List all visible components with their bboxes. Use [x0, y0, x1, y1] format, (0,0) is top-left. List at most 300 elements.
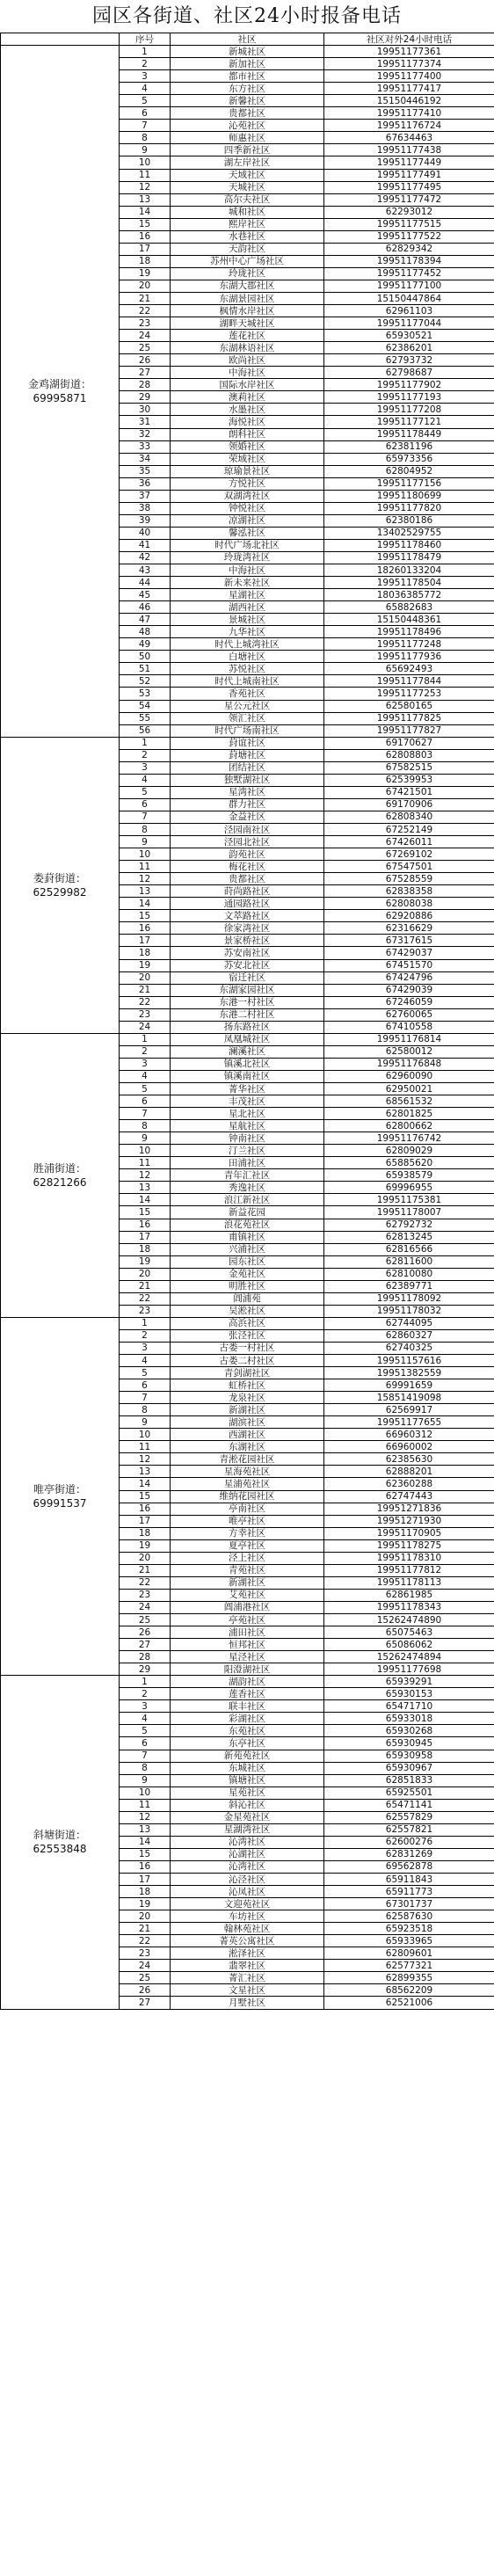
index-cell: 3 — [120, 761, 171, 774]
community-cell: 都市社区 — [171, 70, 324, 83]
community-cell: 荣域社区 — [171, 453, 324, 465]
community-cell: 时代广场北社区 — [171, 539, 324, 551]
community-cell: 中海社区 — [171, 564, 324, 577]
phone-cell: 62557821 — [324, 1823, 494, 1836]
index-cell: 6 — [120, 1737, 171, 1750]
phone-cell: 19951177449 — [324, 156, 494, 169]
phone-cell: 19951178496 — [324, 626, 494, 638]
index-cell: 26 — [120, 1626, 171, 1639]
community-cell: 新未来社区 — [171, 577, 324, 589]
community-cell: 古娄一村社区 — [171, 1342, 324, 1354]
phone-cell: 65930153 — [324, 1688, 494, 1700]
index-cell: 9 — [120, 1774, 171, 1786]
index-cell: 27 — [120, 1639, 171, 1651]
phone-cell: 67451570 — [324, 959, 494, 971]
community-cell: 新湖社区 — [171, 1576, 324, 1589]
phone-cell: 19951178310 — [324, 1552, 494, 1564]
phone-cell: 65086062 — [324, 1639, 494, 1651]
phone-cell: 67317615 — [324, 935, 494, 947]
index-cell: 21 — [120, 1564, 171, 1576]
index-cell: 20 — [120, 280, 171, 292]
index-cell: 15 — [120, 218, 171, 230]
community-cell: 香苑社区 — [171, 688, 324, 700]
community-cell: 湖畔天城社区 — [171, 317, 324, 330]
phone-cell: 62899355 — [324, 1972, 494, 1984]
phone-cell: 62816566 — [324, 1243, 494, 1255]
community-cell: 九华社区 — [171, 626, 324, 638]
phone-cell: 19951178449 — [324, 428, 494, 440]
index-cell: 8 — [120, 1404, 171, 1416]
community-cell: 星海苑社区 — [171, 1466, 324, 1478]
index-cell: 27 — [120, 367, 171, 379]
index-cell: 48 — [120, 626, 171, 638]
phone-cell: 62831269 — [324, 1848, 494, 1860]
index-cell: 11 — [120, 169, 171, 181]
phone-cell: 19951177208 — [324, 404, 494, 416]
phone-cell: 62557829 — [324, 1811, 494, 1823]
phone-cell: 19951177495 — [324, 181, 494, 193]
index-cell: 28 — [120, 1651, 171, 1663]
index-cell: 11 — [120, 1441, 171, 1453]
hotline-table — [0, 33, 494, 2010]
index-cell: 21 — [120, 1923, 171, 1935]
index-cell: 4 — [120, 1355, 171, 1367]
phone-cell: 62811600 — [324, 1255, 494, 1268]
phone-cell: 19951177472 — [324, 193, 494, 206]
index-cell: 12 — [120, 873, 171, 885]
community-cell: 高浜社区 — [171, 1317, 324, 1329]
header-row — [1, 33, 494, 46]
phone-cell: 62838358 — [324, 885, 494, 898]
community-cell: 方幸社区 — [171, 1527, 324, 1539]
community-cell: 星湖社区 — [171, 589, 324, 601]
index-cell: 15 — [120, 910, 171, 922]
community-cell: 田浦社区 — [171, 1157, 324, 1169]
street-cell — [1, 1317, 120, 1675]
community-cell: 景家桥社区 — [171, 935, 324, 947]
phone-cell: 62580165 — [324, 700, 494, 712]
phone-cell: 19951177044 — [324, 317, 494, 330]
community-cell: 宿迁社区 — [171, 971, 324, 984]
phone-cell: 69562878 — [324, 1860, 494, 1873]
phone-cell: 62793732 — [324, 354, 494, 367]
community-cell: 东方社区 — [171, 83, 324, 95]
index-cell: 11 — [120, 1799, 171, 1811]
index-cell: 5 — [120, 1367, 171, 1379]
community-cell: 东城社区 — [171, 1762, 324, 1774]
index-cell: 17 — [120, 243, 171, 255]
phone-cell: 69991659 — [324, 1379, 494, 1392]
index-cell: 23 — [120, 1947, 171, 1960]
community-cell: 高尔夫社区 — [171, 193, 324, 206]
index-cell: 6 — [120, 1379, 171, 1392]
community-cell: 玲珑湾社区 — [171, 551, 324, 564]
index-cell: 7 — [120, 1392, 171, 1404]
community-cell: 梅花社区 — [171, 861, 324, 873]
index-cell: 8 — [120, 1120, 171, 1132]
index-cell: 3 — [120, 1342, 171, 1354]
index-cell: 5 — [120, 1082, 171, 1095]
phone-cell: 67421501 — [324, 786, 494, 798]
index-cell: 4 — [120, 774, 171, 786]
community-cell: 文萃路社区 — [171, 910, 324, 922]
community-cell: 文迎苑社区 — [171, 1898, 324, 1910]
index-cell: 42 — [120, 551, 171, 564]
phone-cell: 65938579 — [324, 1169, 494, 1182]
phone-cell: 19951382559 — [324, 1367, 494, 1379]
index-cell: 23 — [120, 1305, 171, 1317]
index-cell: 17 — [120, 1873, 171, 1885]
index-cell: 22 — [120, 305, 171, 317]
index-cell: 10 — [120, 1429, 171, 1441]
index-cell: 3 — [120, 1700, 171, 1713]
phone-cell: 67582515 — [324, 761, 494, 774]
phone-cell: 19951176814 — [324, 1033, 494, 1045]
phone-cell: 62760065 — [324, 1008, 494, 1021]
index-cell: 7 — [120, 811, 171, 823]
index-cell: 15 — [120, 1206, 171, 1219]
phone-cell: 62381196 — [324, 440, 494, 453]
phone-cell: 67634463 — [324, 132, 494, 144]
phone-cell: 15150448361 — [324, 614, 494, 626]
community-cell: 淞泽社区 — [171, 1947, 324, 1960]
phone-cell: 67424796 — [324, 971, 494, 984]
index-cell: 19 — [120, 1898, 171, 1910]
phone-cell: 69170627 — [324, 737, 494, 749]
community-cell: 虹桥社区 — [171, 1379, 324, 1392]
phone-cell: 19951177452 — [324, 267, 494, 280]
index-cell: 51 — [120, 663, 171, 675]
community-cell: 苏州中心广场社区 — [171, 255, 324, 267]
phone-cell: 62580012 — [324, 1045, 494, 1058]
table-row — [1, 46, 494, 58]
index-cell: 44 — [120, 577, 171, 589]
index-cell: 3 — [120, 70, 171, 83]
phone-cell: 19951177812 — [324, 1564, 494, 1576]
community-cell: 星公元社区 — [171, 700, 324, 712]
community-cell: 星湾社区 — [171, 786, 324, 798]
index-cell: 8 — [120, 1762, 171, 1774]
index-cell: 9 — [120, 1132, 171, 1145]
community-cell: 菁英公寓社区 — [171, 1935, 324, 1947]
phone-cell: 62316629 — [324, 922, 494, 935]
phone-cell: 13402529755 — [324, 527, 494, 539]
index-cell: 13 — [120, 1823, 171, 1836]
community-cell: 菁汇社区 — [171, 1972, 324, 1984]
phone-cell: 67269102 — [324, 848, 494, 861]
index-column-header: 序号 — [120, 33, 171, 46]
table-row — [1, 1317, 494, 1329]
community-cell: 澳莉社区 — [171, 391, 324, 404]
phone-cell: 19951177902 — [324, 379, 494, 391]
phone-cell: 62800662 — [324, 1120, 494, 1132]
index-cell: 18 — [120, 1886, 171, 1898]
phone-cell: 62813245 — [324, 1231, 494, 1243]
phone-cell: 19951271836 — [324, 1503, 494, 1515]
index-cell: 8 — [120, 824, 171, 836]
index-cell: 24 — [120, 1960, 171, 1972]
index-cell: 19 — [120, 1539, 171, 1552]
index-cell: 1 — [120, 1676, 171, 1688]
phone-cell: 65930521 — [324, 330, 494, 342]
index-cell: 19 — [120, 267, 171, 280]
community-cell: 沁泾社区 — [171, 1873, 324, 1885]
community-cell: 师惠社区 — [171, 132, 324, 144]
phone-cell: 62380186 — [324, 514, 494, 527]
phone-cell: 69996955 — [324, 1182, 494, 1194]
community-cell: 凤凰城社区 — [171, 1033, 324, 1045]
community-cell: 领汇社区 — [171, 712, 324, 724]
index-cell: 55 — [120, 712, 171, 724]
community-cell: 欧尚社区 — [171, 354, 324, 367]
index-cell: 43 — [120, 564, 171, 577]
community-cell: 水巷社区 — [171, 230, 324, 243]
street-cell — [1, 737, 120, 1033]
community-cell: 天域社区 — [171, 169, 324, 181]
community-cell: 金星苑社区 — [171, 1811, 324, 1823]
community-cell: 新湖社区 — [171, 1404, 324, 1416]
community-cell: 星浦苑社区 — [171, 1478, 324, 1490]
community-cell: 景城社区 — [171, 614, 324, 626]
community-cell: 城和社区 — [171, 206, 324, 218]
phone-cell: 19951177844 — [324, 675, 494, 688]
street-phone: 62821266 — [33, 1175, 87, 1189]
index-cell: 11 — [120, 861, 171, 873]
index-cell: 11 — [120, 1157, 171, 1169]
community-cell: 熙岸社区 — [171, 218, 324, 230]
index-cell: 45 — [120, 589, 171, 601]
index-cell: 41 — [120, 539, 171, 551]
phone-cell: 15150446192 — [324, 95, 494, 107]
index-cell: 24 — [120, 330, 171, 342]
community-cell: 阊浦港社区 — [171, 1601, 324, 1613]
community-cell: 新益花园 — [171, 1206, 324, 1219]
index-cell: 8 — [120, 132, 171, 144]
index-cell: 6 — [120, 107, 171, 120]
street-name: 胜浦街道： — [33, 1161, 86, 1175]
index-cell: 18 — [120, 947, 171, 959]
phone-cell: 65930958 — [324, 1750, 494, 1762]
phone-cell: 19951178343 — [324, 1601, 494, 1613]
index-cell: 14 — [120, 1836, 171, 1848]
phone-cell: 65075463 — [324, 1626, 494, 1639]
phone-cell: 62804952 — [324, 465, 494, 477]
phone-cell: 19951157616 — [324, 1355, 494, 1367]
phone-cell: 68562209 — [324, 1984, 494, 1997]
community-cell: 澜溪社区 — [171, 1045, 324, 1058]
phone-cell: 15262474890 — [324, 1614, 494, 1626]
community-cell: 苏悦社区 — [171, 663, 324, 675]
index-cell: 2 — [120, 58, 171, 70]
index-cell: 5 — [120, 786, 171, 798]
phone-cell: 68561532 — [324, 1095, 494, 1108]
index-cell: 2 — [120, 749, 171, 761]
community-cell: 湖韵社区 — [171, 1676, 324, 1688]
community-cell: 彩湖社区 — [171, 1713, 324, 1725]
index-cell: 24 — [120, 1601, 171, 1613]
index-cell: 14 — [120, 206, 171, 218]
index-cell: 37 — [120, 490, 171, 502]
community-cell: 东湖景园社区 — [171, 292, 324, 304]
index-cell: 16 — [120, 1503, 171, 1515]
community-cell: 菁华社区 — [171, 1082, 324, 1095]
community-cell: 车坊社区 — [171, 1910, 324, 1923]
phone-cell: 62293012 — [324, 206, 494, 218]
phone-cell: 62808803 — [324, 749, 494, 761]
index-cell: 21 — [120, 984, 171, 996]
index-cell: 17 — [120, 935, 171, 947]
phone-cell: 62389771 — [324, 1280, 494, 1292]
community-cell: 龙泉社区 — [171, 1392, 324, 1404]
index-cell: 16 — [120, 922, 171, 935]
index-cell: 2 — [120, 1688, 171, 1700]
index-cell: 16 — [120, 1219, 171, 1231]
index-cell: 14 — [120, 898, 171, 910]
community-cell: 东港一村社区 — [171, 996, 324, 1008]
index-cell: 2 — [120, 1045, 171, 1058]
community-cell: 玲珑社区 — [171, 267, 324, 280]
community-cell: 徐家湾社区 — [171, 922, 324, 935]
community-cell: 海悦社区 — [171, 416, 324, 428]
index-cell: 22 — [120, 1292, 171, 1305]
community-cell: 镇溪南社区 — [171, 1070, 324, 1082]
phone-cell: 62385630 — [324, 1453, 494, 1466]
community-cell: 天城社区 — [171, 181, 324, 193]
index-cell: 33 — [120, 440, 171, 453]
street-column-header — [1, 33, 120, 46]
phone-cell: 19951177361 — [324, 46, 494, 58]
phone-cell: 65471141 — [324, 1799, 494, 1811]
index-cell: 25 — [120, 342, 171, 354]
phone-cell: 19951178479 — [324, 551, 494, 564]
phone-cell: 62808038 — [324, 898, 494, 910]
community-cell: 苏安南社区 — [171, 947, 324, 959]
community-cell: 新加社区 — [171, 58, 324, 70]
community-cell: 枫情水岸社区 — [171, 305, 324, 317]
community-cell: 贵都社区 — [171, 107, 324, 120]
phone-cell: 19951170905 — [324, 1527, 494, 1539]
phone-cell: 19951177825 — [324, 712, 494, 724]
community-cell: 扬东路社区 — [171, 1021, 324, 1033]
community-cell: 贵都社区 — [171, 873, 324, 885]
phone-cell: 62747443 — [324, 1490, 494, 1503]
community-cell: 中海社区 — [171, 367, 324, 379]
community-cell: 沁湾社区 — [171, 1860, 324, 1873]
index-cell: 4 — [120, 1713, 171, 1725]
index-cell: 13 — [120, 1466, 171, 1478]
community-cell: 湖滨社区 — [171, 1416, 324, 1429]
phone-cell: 19951178092 — [324, 1292, 494, 1305]
index-cell: 18 — [120, 255, 171, 267]
phone-cell: 19951177655 — [324, 1416, 494, 1429]
phone-cell: 62860327 — [324, 1329, 494, 1342]
community-cell: 莳尚路社区 — [171, 885, 324, 898]
index-cell: 49 — [120, 638, 171, 651]
community-cell: 领婚社区 — [171, 440, 324, 453]
community-cell: 沁凤社区 — [171, 1886, 324, 1898]
phone-cell: 62569917 — [324, 1404, 494, 1416]
index-cell: 20 — [120, 971, 171, 984]
phone-cell: 19951177121 — [324, 416, 494, 428]
index-cell: 19 — [120, 959, 171, 971]
index-cell: 54 — [120, 700, 171, 712]
community-cell: 明胜社区 — [171, 1280, 324, 1292]
index-cell: 29 — [120, 391, 171, 404]
phone-cell: 19951177515 — [324, 218, 494, 230]
community-cell: 沁苑社区 — [171, 120, 324, 132]
phone-cell: 19951177522 — [324, 230, 494, 243]
community-cell: 群力社区 — [171, 798, 324, 811]
index-cell: 22 — [120, 1935, 171, 1947]
phone-cell: 65939291 — [324, 1676, 494, 1688]
community-cell: 青年汇社区 — [171, 1169, 324, 1182]
index-cell: 23 — [120, 1589, 171, 1601]
phone-cell: 65885620 — [324, 1157, 494, 1169]
phone-cell: 62888201 — [324, 1466, 494, 1478]
community-cell: 东湖大郡社区 — [171, 280, 324, 292]
index-cell: 15 — [120, 1490, 171, 1503]
community-cell: 方悦社区 — [171, 477, 324, 490]
phone-cell: 19951175381 — [324, 1194, 494, 1206]
index-cell: 13 — [120, 885, 171, 898]
community-cell: 秀逸社区 — [171, 1182, 324, 1194]
phone-cell: 62386201 — [324, 342, 494, 354]
phone-cell: 62829342 — [324, 243, 494, 255]
community-cell: 联丰社区 — [171, 1700, 324, 1713]
community-cell: 星苑社区 — [171, 1786, 324, 1799]
community-cell: 水墨社区 — [171, 404, 324, 416]
page-title: 园区各街道、社区24小时报备电话 — [92, 5, 402, 27]
community-cell: 通园路社区 — [171, 898, 324, 910]
community-cell: 浪江新社区 — [171, 1194, 324, 1206]
phone-cell: 18036385772 — [324, 589, 494, 601]
phone-cell: 67426011 — [324, 836, 494, 848]
community-cell: 浪花苑社区 — [171, 1219, 324, 1231]
community-cell: 吴淞社区 — [171, 1305, 324, 1317]
index-cell: 27 — [120, 1997, 171, 2009]
community-cell: 亭苑社区 — [171, 1614, 324, 1626]
community-cell: 兴浦社区 — [171, 1243, 324, 1255]
phone-cell: 19951177820 — [324, 502, 494, 514]
table-body — [1, 46, 494, 2009]
phone-cell: 62851833 — [324, 1774, 494, 1786]
index-cell: 6 — [120, 1095, 171, 1108]
phone-cell: 19951177417 — [324, 83, 494, 95]
community-cell: 莲花社区 — [171, 330, 324, 342]
community-cell: 恒邦社区 — [171, 1639, 324, 1651]
index-cell: 16 — [120, 230, 171, 243]
community-cell: 斜沁社区 — [171, 1799, 324, 1811]
index-cell: 46 — [120, 601, 171, 614]
community-cell: 夏亭社区 — [171, 1539, 324, 1552]
phone-cell: 18260133204 — [324, 564, 494, 577]
index-cell: 7 — [120, 1108, 171, 1120]
phone-cell: 69170906 — [324, 798, 494, 811]
community-cell: 维纳花园社区 — [171, 1490, 324, 1503]
community-cell: 国际水岸社区 — [171, 379, 324, 391]
index-cell: 7 — [120, 1750, 171, 1762]
phone-cell: 67429039 — [324, 984, 494, 996]
community-cell: 东苑社区 — [171, 1725, 324, 1737]
phone-cell: 67429037 — [324, 947, 494, 959]
index-cell: 52 — [120, 675, 171, 688]
community-cell: 星泾社区 — [171, 1651, 324, 1663]
community-cell: 四季新社区 — [171, 144, 324, 156]
phone-cell: 67547501 — [324, 861, 494, 873]
phone-cell: 19951177248 — [324, 638, 494, 651]
community-cell: 汀兰社区 — [171, 1145, 324, 1157]
community-cell: 韵苑社区 — [171, 848, 324, 861]
